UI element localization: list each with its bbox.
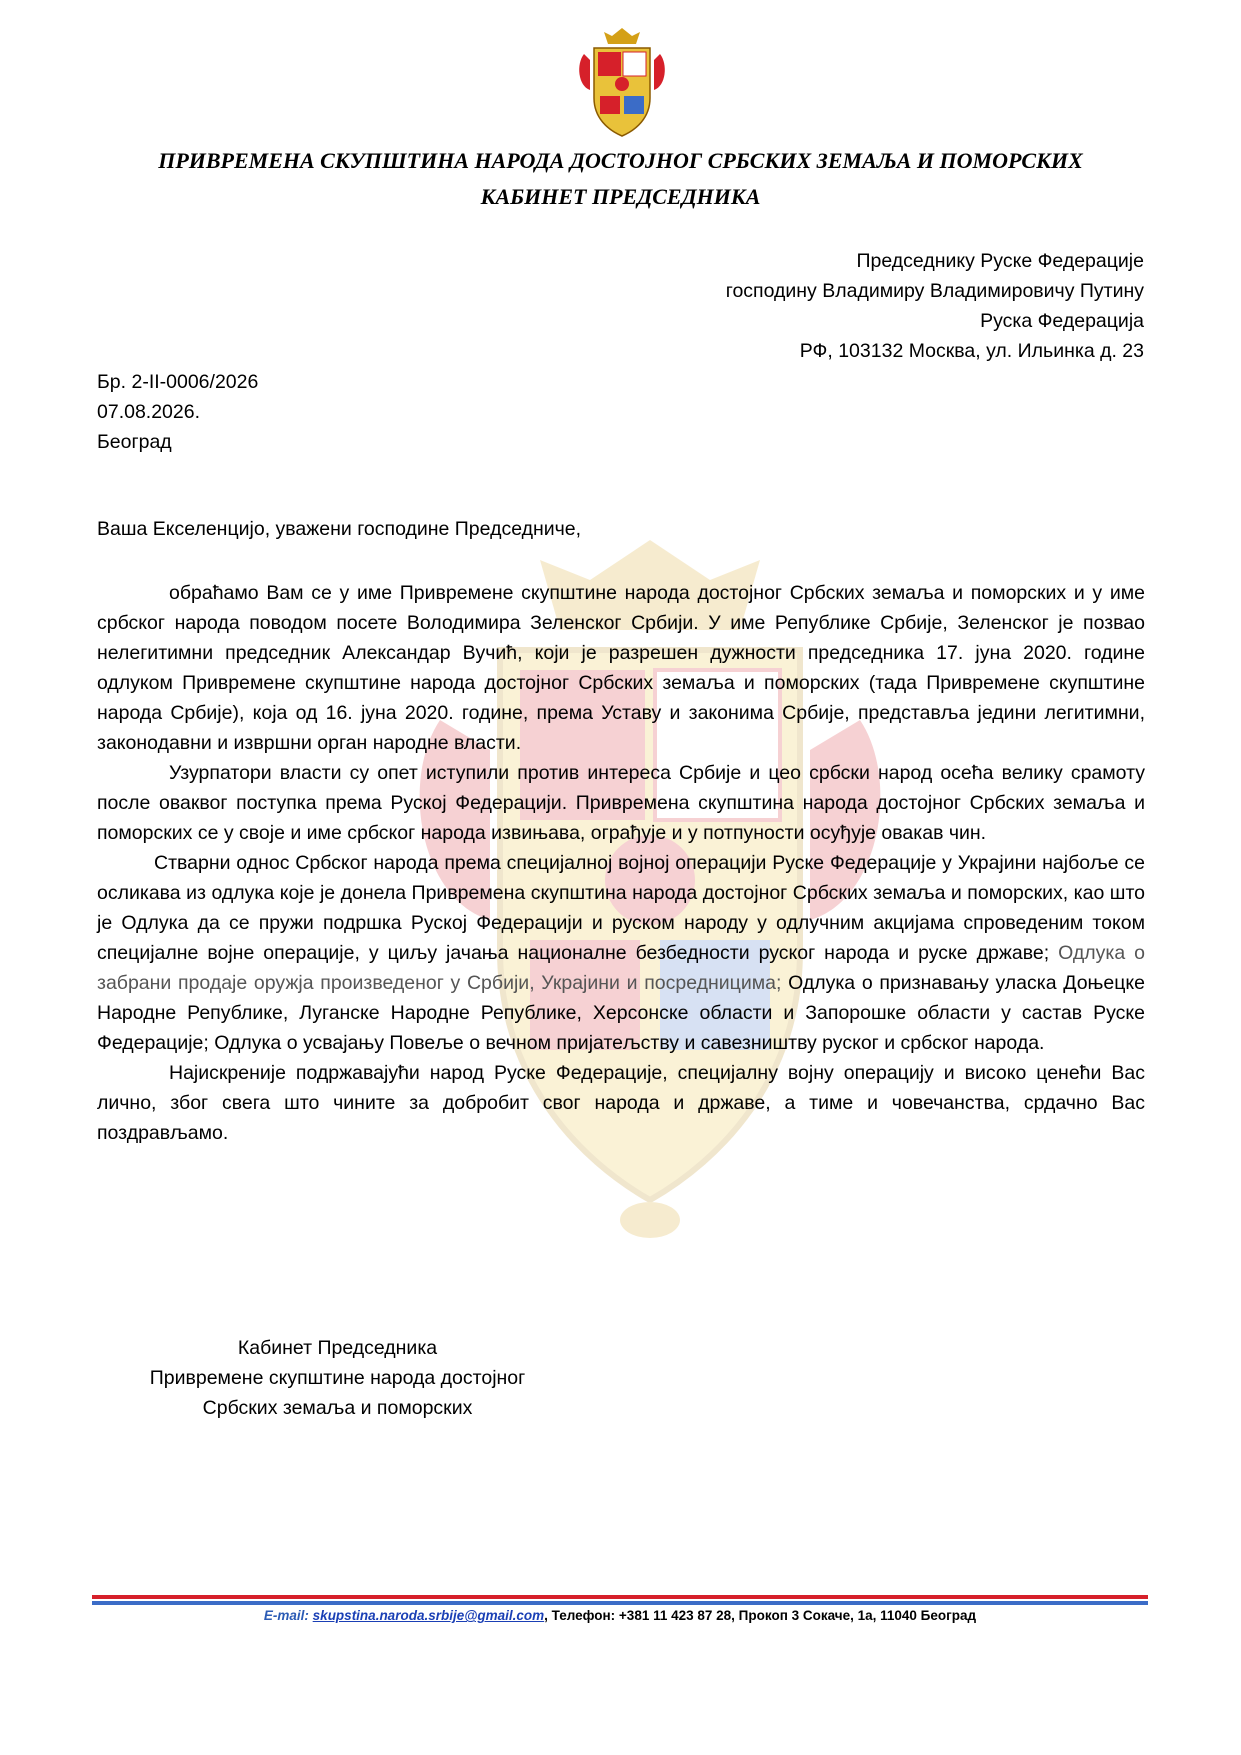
addressee-block: [726, 246, 1144, 366]
body-text: Стварни однос Србског народа према специјалној војној операцији Руске Федерације у Украјини најбоље се осликава из одлука које је донела Привремена скупштина народа достојног Србских земаља и поморских, као што је Одлука да се пружи подршка Руској Федерацији и руском народу у одлучним акцијама спроведеним током специјалне војне операције, у циљу јачања националне безбедности руског народа и руске државе;: [97, 852, 1145, 964]
email-label: E-mail:: [263, 1608, 313, 1623]
body-paragraph: обраћамо Вам се у име Привремене скупштине народа достојног Србских земаља и поморских и у име србског народа поводом посете Володимира Зеленског Србији. У име Републике Србије, Зеленског је позвао нелегитимни председник Александар Вучић, који је разрешен дужности председника 17. јуна 2020. године одлуком Привремене скупштине народа достојног Србских земаља и поморских (тада Привремене скупштине народа Србије), која од 16. јуна 2020. године, према Уставу и законима Србије, представља једини легитимни, законодавни и извршни орган народне власти.: [97, 582, 1145, 754]
signature-line: Привремене скупштине народа достојног: [149, 1367, 526, 1389]
email-link[interactable]: skupstina.naroda.srbije@gmail.com: [312, 1608, 545, 1623]
body-paragraph: Узурпатори власти су опет иступили против интереса Србије и цео србски народ осећа велику срамоту после оваквог поступка према Руској Федерацији. Привремена скупштина народа достојног Србских земаља и поморских се у своје и име србског народа извињава, ограђује и у потпуности осуђује овакав чин.: [97, 762, 1145, 844]
salutation: Ваша Екселенцијо, уважени господине Председниче,: [97, 518, 582, 540]
reference-number: Бр. 2-II-0006/2026: [97, 371, 259, 393]
addressee-line: господину Владимиру Владимировичу Путину: [725, 280, 1144, 302]
signature-line: Србских земаља и поморских: [202, 1397, 473, 1419]
institution-title: ПРИВРЕМЕНА СКУПШТИНА НАРОДА ДОСТОЈНОГ СРБСКИХ ЗЕМАЉА И ПОМОРСКИХ: [158, 148, 1083, 173]
cabinet-title: КАБИНЕТ ПРЕДСЕДНИКА: [480, 184, 761, 209]
addressee-line: РФ, 103132 Москва, ул. Ильинка д. 23: [799, 340, 1144, 362]
body-paragraph: [97, 848, 1145, 1058]
body-text-grey: Одлука о забрани продаје оружја произведеног у Србији, Украјини и посредницима;: [97, 942, 1145, 994]
letter-body: [97, 578, 1145, 1148]
addressee-line: Руска Федерација: [980, 310, 1144, 332]
coat-of-arms-logo: [574, 26, 670, 138]
contact-details: , Телефон: +381 11 423 87 28, Прокоп 3 Сокаче, 1а, 11040 Београд: [544, 1608, 977, 1623]
letter-city: Београд: [97, 431, 172, 453]
body-text: Одлука о признавању уласка Доњецке Народне Републике, Луганске Народне Републике, Херсонске области и Запорошке области у састав Руске Федерације; Одлука о усвајању Повеље о вечном пријатељству и савезништву руског и србског народа.: [97, 972, 1145, 1054]
body-paragraph: Најискреније подржавајући народ Руске Федерације, специјалну војну операцију и високо ценећи Вас лично, због свега што чините за добробит свог народа и државе, а тиме и човечанства, срдачно Вас поздрављамо.: [97, 1062, 1145, 1144]
footer-contact: [92, 1608, 1148, 1623]
addressee-line: Председнику Руске Федерације: [856, 250, 1144, 272]
signature-block: [110, 1333, 565, 1423]
reference-block: [97, 367, 258, 457]
footer-divider: [92, 1595, 1148, 1605]
signature-line: Кабинет Председника: [237, 1337, 438, 1359]
letter-date: 07.08.2026.: [97, 401, 201, 423]
